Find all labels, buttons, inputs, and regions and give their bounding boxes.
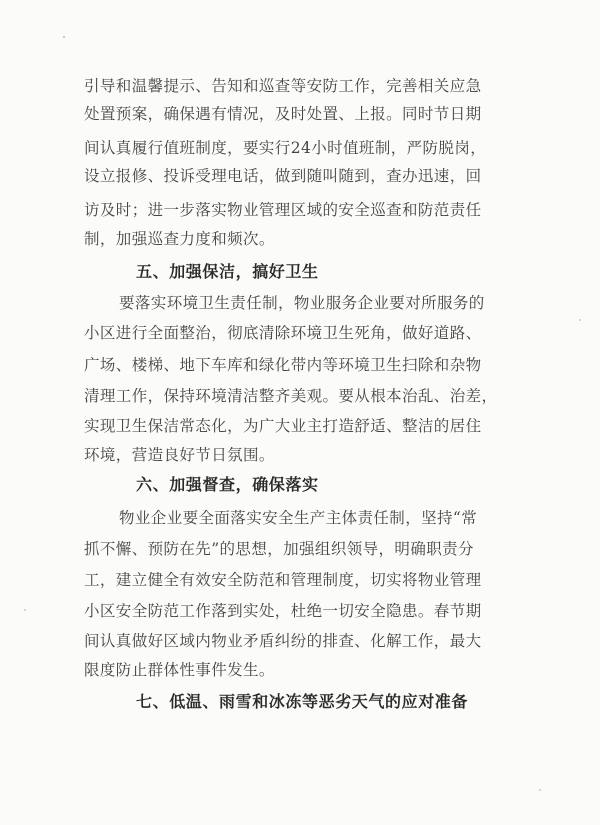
section-heading: 五、加强保洁，搞好卫生 [136, 262, 319, 281]
paragraph-line: 小区进行全面整治，彻底清除环境卫生死角，做好道路、 [84, 324, 482, 342]
paragraph-line: 抓不懈、预防在先”的思想，加强组织领导，明确职责分 [84, 540, 474, 558]
paragraph-line: 广场、楼梯、地下车库和绿化带内等环境卫生扫除和杂物 [84, 356, 482, 374]
paragraph-line: 间认真履行值班制度，要实行24小时值班制，严防脱岗， [84, 139, 487, 157]
paragraph-line: 制，加强巡查力度和频次。 [84, 230, 275, 248]
paragraph-line: 引导和温馨提示、告知和巡查等安防工作，完善相关应急 [84, 77, 482, 95]
section-heading: 六、加强督查，确保落实 [136, 475, 319, 494]
paragraph-line: 间认真做好区域内物业矛盾纠纷的排查、化解工作，最大 [84, 632, 482, 650]
paragraph-line: 设立报修、投诉受理电话，做到随叫随到，查办迅速，回 [84, 167, 482, 185]
paragraph-line: 要落实环境卫生责任制，物业服务企业要对所服务的 [119, 294, 485, 312]
paragraph-line: 清理工作，保持环境清洁整齐美观。要从根本治乱、治差， [84, 387, 498, 405]
paragraph-line: 环境，营造良好节日氛围。 [84, 446, 275, 464]
paragraph-line: 实现卫生保洁常态化，为广大业主打造舒适、整洁的居住 [84, 417, 482, 435]
paragraph-line: 处置预案，确保遇有情况，及时处置、上报。同时节日期 [84, 105, 482, 123]
section-heading: 七、低温、雨雪和冰冻等恶劣天气的应对准备 [136, 692, 469, 711]
paragraph-line: 物业企业要全面落实安全生产主体责任制，坚持“常 [119, 509, 478, 527]
paragraph-line: 工，建立健全有效安全防范和管理制度，切实将物业管理 [84, 571, 482, 589]
paragraph-line: 限度防止群体性事件发生。 [84, 661, 275, 679]
paragraph-line: 访及时；进一步落实物业管理区域的安全巡查和防范责任 [84, 201, 482, 219]
paragraph-line: 小区安全防范工作落到实处，杜绝一切安全隐患。春节期 [84, 602, 482, 620]
